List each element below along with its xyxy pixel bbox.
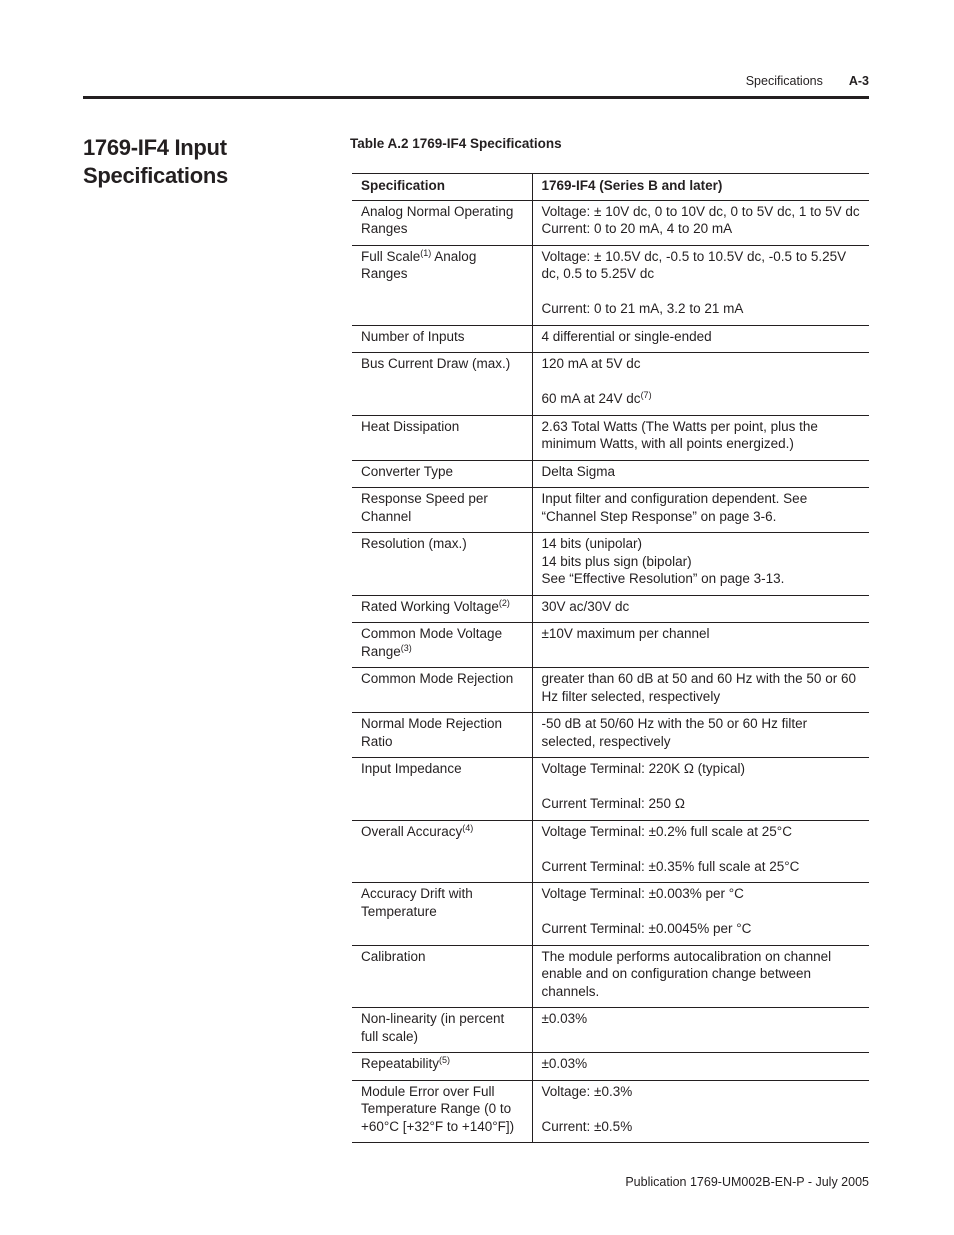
- spec-value-text: Current: ±0.5%: [541, 1118, 633, 1134]
- spec-value-cell: [532, 595, 869, 623]
- spec-value-text: 2.63 Total Watts (The Watts per point, plus the minimum Watts, with all points energized.): [541, 418, 818, 451]
- footnote-reference: (7): [640, 390, 652, 400]
- spec-value-cell: [532, 245, 869, 325]
- spec-value-text: Delta Sigma: [541, 463, 616, 479]
- spec-value-text: 30V ac/30V dc: [541, 598, 630, 614]
- spec-value-line: [542, 390, 862, 408]
- table-row: [352, 415, 869, 460]
- table-row: [352, 595, 869, 623]
- spec-value-line: [542, 328, 862, 346]
- spec-value-text: 14 bits (unipolar): [541, 536, 643, 551]
- table-row: [352, 758, 869, 821]
- spec-name-cell: [352, 623, 532, 668]
- spec-value-line: [542, 948, 862, 1001]
- spec-value-text: Voltage Terminal: 220K Ω (typical): [541, 761, 745, 776]
- spec-value-text: -50 dB at 50/60 Hz with the 50 or 60 Hz filter selected, respectively: [541, 716, 808, 749]
- spec-name: Normal Mode Rejection Ratio: [361, 716, 503, 749]
- spec-name: Heat Dissipation: [361, 418, 460, 434]
- spec-name-cell: [352, 1008, 532, 1053]
- spec-value-text: Input filter and configuration dependent. See “Channel Step Response” on page 3-6.: [541, 491, 808, 524]
- spec-name: Input Impedance: [361, 761, 462, 776]
- spec-value-cell: [532, 353, 869, 416]
- spec-value-cell: [532, 945, 869, 1008]
- spec-value-line: [542, 598, 862, 616]
- table-header-row: [352, 174, 869, 201]
- table-row: [352, 668, 869, 713]
- spec-name-cell: [352, 488, 532, 533]
- spec-name-cell: [352, 1053, 532, 1081]
- spec-value-cell: [532, 1053, 869, 1081]
- spec-name: Common Mode Rejection: [361, 671, 514, 686]
- line-gap: [542, 840, 862, 858]
- table-row: [352, 353, 869, 416]
- table-row: [352, 1080, 869, 1143]
- footnote-reference: (2): [498, 597, 510, 608]
- spec-value-text: Current Terminal: 250 Ω: [541, 796, 685, 811]
- spec-value-line: [542, 715, 862, 750]
- spec-value-cell: [532, 820, 869, 883]
- spec-value-line: [542, 625, 862, 643]
- spec-name-cell: [352, 1080, 532, 1143]
- spec-value-line: [542, 1118, 862, 1136]
- spec-value-cell: [532, 713, 869, 758]
- header-rule: [83, 96, 869, 99]
- spec-value-text: 60 mA at 24V dc: [541, 391, 641, 406]
- table-row: [352, 1008, 869, 1053]
- spec-name-suffix: Analog Ranges: [361, 248, 477, 281]
- spec-value-line: [542, 553, 862, 571]
- line-gap: [542, 1100, 862, 1118]
- specifications-table: [352, 173, 869, 1143]
- spec-name-cell: [352, 945, 532, 1008]
- spec-name: Converter Type: [361, 463, 454, 479]
- spec-value-text: ±10V maximum per channel: [541, 626, 710, 641]
- spec-value-line: [542, 795, 862, 813]
- spec-name-cell: [352, 820, 532, 883]
- spec-value-line: [542, 1083, 862, 1101]
- line-gap: [542, 373, 862, 391]
- spec-value-line: [542, 300, 862, 318]
- spec-value-text: The module performs autocalibration on channel enable and on configuration change between channels.: [541, 948, 832, 999]
- running-header: [746, 74, 869, 88]
- spec-name-cell: [352, 415, 532, 460]
- table-row: [352, 883, 869, 946]
- spec-value-line: [542, 535, 862, 553]
- spec-name: Resolution (max.): [361, 536, 467, 551]
- spec-value-text: Voltage: ± 10.5V dc, -0.5 to 10.5V dc, -0.5 to 5.25V dc, 0.5 to 5.25V dc: [541, 248, 847, 281]
- spec-name: Rated Working Voltage: [361, 598, 499, 614]
- table-row: [352, 488, 869, 533]
- spec-value-line: [542, 570, 862, 588]
- spec-value-text: 120 mA at 5V dc: [541, 356, 641, 371]
- spec-name-cell: [352, 668, 532, 713]
- spec-name: Number of Inputs: [361, 328, 465, 344]
- spec-value-cell: [532, 415, 869, 460]
- spec-name: Analog Normal Operating Ranges: [361, 203, 514, 236]
- line-gap: [542, 903, 862, 921]
- footnote-reference: (3): [400, 642, 412, 653]
- spec-value-line: [542, 823, 862, 841]
- publication-footer: Publication 1769-UM002B-EN-P - July 2005: [625, 1175, 869, 1189]
- spec-value-cell: [532, 200, 869, 245]
- table-row: [352, 713, 869, 758]
- table-row: [352, 460, 869, 488]
- table-row: [352, 533, 869, 596]
- spec-value-text: Current Terminal: ±0.35% full scale at 25°C: [541, 858, 800, 874]
- table-row: [352, 945, 869, 1008]
- spec-value-text: Current Terminal: ±0.0045% per °C: [541, 921, 752, 936]
- line-gap: [542, 283, 862, 301]
- spec-value-cell: [532, 668, 869, 713]
- spec-name-cell: [352, 200, 532, 245]
- spec-name-cell: [352, 713, 532, 758]
- spec-value-text: Voltage Terminal: ±0.2% full scale at 25°C: [541, 823, 792, 839]
- spec-name-cell: [352, 758, 532, 821]
- spec-value-text: 14 bits plus sign (bipolar): [541, 553, 692, 569]
- spec-name: Module Error over Full Temperature Range (0 to +60°C [+32°F to +140°F]): [361, 1083, 515, 1134]
- spec-name: Repeatability: [361, 1056, 440, 1071]
- spec-name-cell: [352, 353, 532, 416]
- spec-value-line: [542, 858, 862, 876]
- spec-value-cell: [532, 623, 869, 668]
- spec-name-cell: [352, 883, 532, 946]
- spec-value-cell: [532, 883, 869, 946]
- spec-value-cell: [532, 758, 869, 821]
- spec-value-line: [542, 490, 862, 525]
- spec-name-cell: [352, 245, 532, 325]
- section-title: 1769-IF4 Input Specifications: [83, 135, 228, 188]
- table-row: [352, 325, 869, 353]
- spec-value-line: [542, 418, 862, 453]
- spec-value-cell: [532, 1080, 869, 1143]
- spec-value-line: [542, 355, 862, 373]
- table-row: [352, 200, 869, 245]
- spec-value-text: See “Effective Resolution” on page 3-13.: [541, 571, 785, 586]
- spec-value-text: ±0.03%: [541, 1011, 588, 1026]
- spec-value-line: [542, 203, 862, 221]
- spec-value-cell: [532, 533, 869, 596]
- spec-name: Full Scale: [361, 248, 421, 264]
- spec-value-cell: [532, 1008, 869, 1053]
- spec-name: Response Speed per Channel: [361, 491, 488, 524]
- table-row: [352, 820, 869, 883]
- spec-value-text: Current: 0 to 20 mA, 4 to 20 mA: [541, 221, 733, 236]
- column-header-specification: Specification: [352, 174, 532, 201]
- spec-name: Common Mode Voltage Range: [361, 626, 503, 659]
- spec-value-cell: [532, 460, 869, 488]
- spec-value-line: [542, 760, 862, 778]
- spec-name: Overall Accuracy: [361, 823, 463, 839]
- line-gap: [542, 778, 862, 796]
- table-row: [352, 623, 869, 668]
- spec-value-line: [542, 248, 862, 283]
- footnote-reference: (5): [439, 1055, 451, 1065]
- page-number: A-3: [848, 74, 869, 88]
- spec-value-line: [542, 220, 862, 238]
- spec-value-cell: [532, 325, 869, 353]
- spec-value-cell: [532, 488, 869, 533]
- footnote-reference: (1): [420, 247, 432, 258]
- spec-value-text: 4 differential or single-ended: [541, 328, 712, 344]
- spec-value-text: Voltage: ± 10V dc, 0 to 10V dc, 0 to 5V dc, 1 to 5V dc: [541, 203, 860, 219]
- spec-value-line: [542, 920, 862, 938]
- column-header-value: 1769-IF4 (Series B and later): [532, 174, 869, 201]
- spec-name-cell: [352, 325, 532, 353]
- footnote-reference: (4): [462, 822, 474, 833]
- spec-value-text: ±0.03%: [541, 1056, 588, 1071]
- spec-value-text: Voltage: ±0.3%: [541, 1083, 633, 1099]
- running-header-section: Specifications: [745, 74, 823, 88]
- spec-value-line: [542, 463, 862, 481]
- spec-value-text: Current: 0 to 21 mA, 3.2 to 21 mA: [541, 301, 744, 316]
- spec-value-text: Voltage Terminal: ±0.003% per °C: [541, 886, 744, 901]
- table-row: [352, 245, 869, 325]
- spec-name: Non-linearity (in percent full scale): [361, 1011, 505, 1044]
- spec-value-line: [542, 1055, 862, 1073]
- spec-value-line: [542, 1010, 862, 1028]
- spec-name-cell: [352, 595, 532, 623]
- spec-name: Accuracy Drift with Temperature: [361, 886, 473, 919]
- spec-value-text: greater than 60 dB at 50 and 60 Hz with the 50 or 60 Hz filter selected, respectively: [541, 671, 856, 704]
- table-caption: Table A.2 1769-IF4 Specifications: [350, 136, 562, 151]
- spec-value-line: [542, 885, 862, 903]
- spec-value-line: [542, 670, 862, 705]
- table-body: [352, 200, 869, 1143]
- spec-name: Bus Current Draw (max.): [361, 356, 511, 371]
- spec-name: Calibration: [361, 948, 426, 964]
- table-row: [352, 1053, 869, 1081]
- spec-name-cell: [352, 460, 532, 488]
- spec-name-cell: [352, 533, 532, 596]
